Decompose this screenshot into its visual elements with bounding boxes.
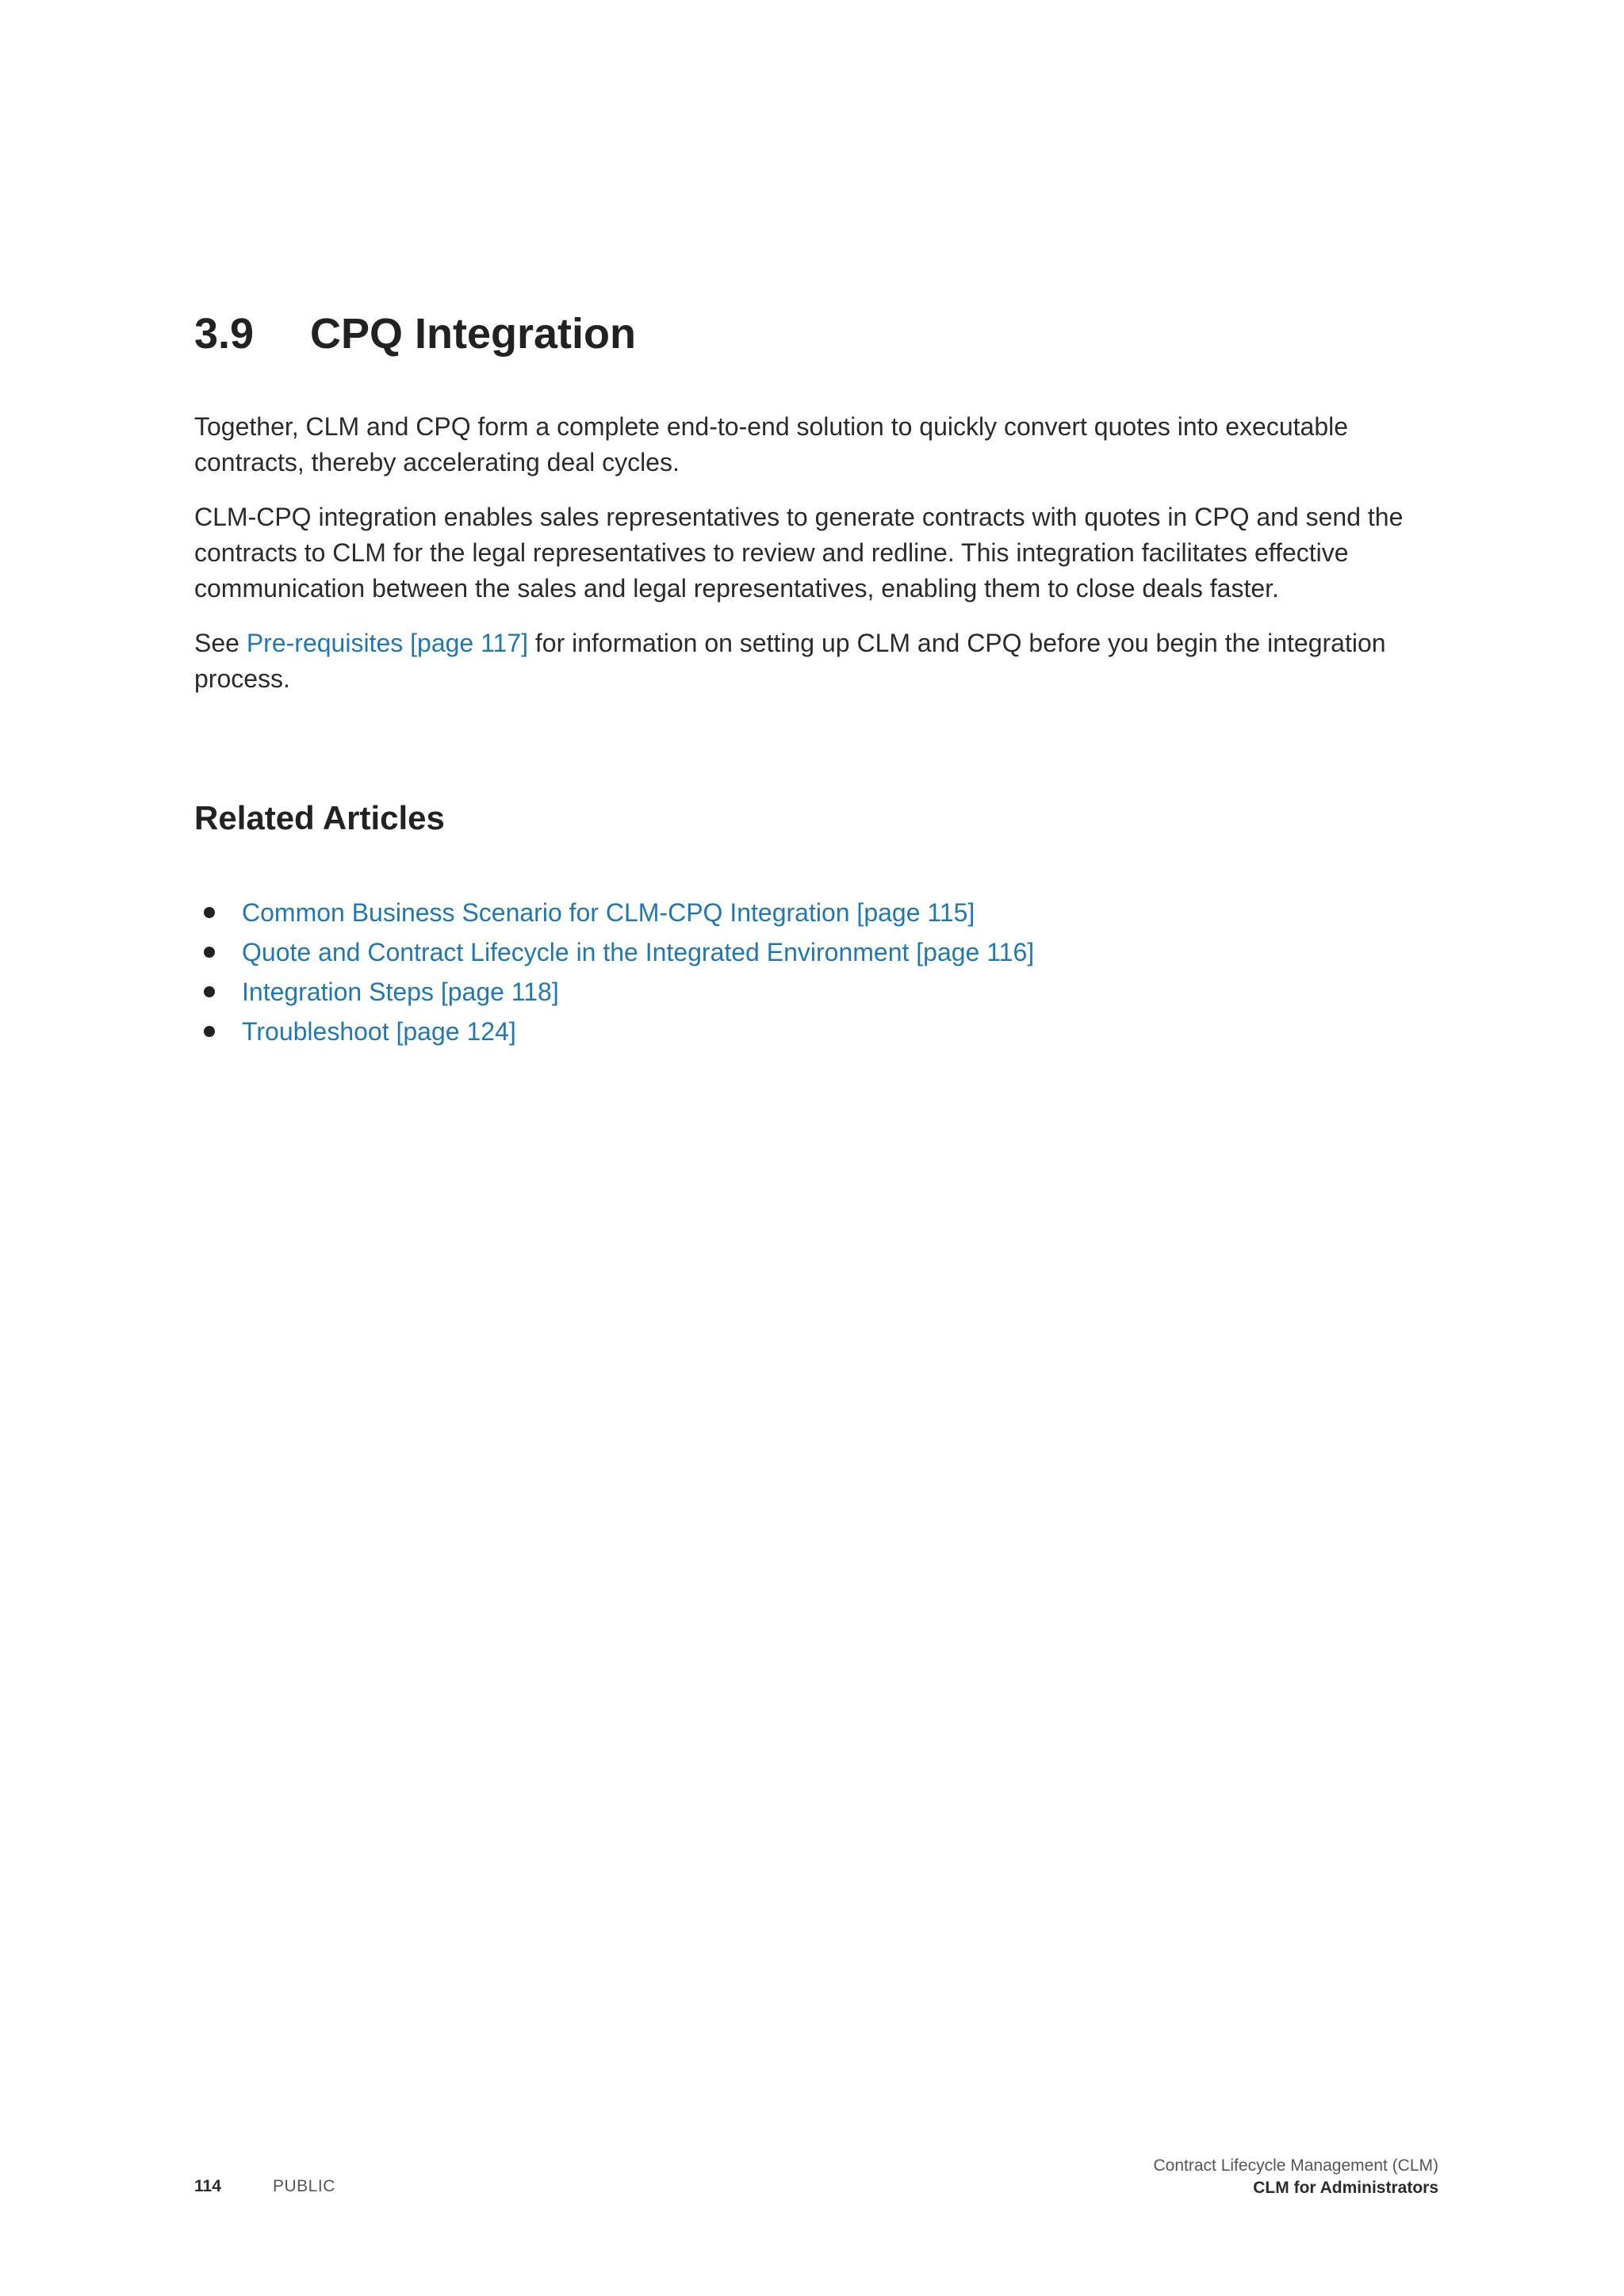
footer-doc-subtitle: CLM for Administrators	[1253, 2179, 1438, 2197]
related-article-link-business-scenario[interactable]: Common Business Scenario for CLM-CPQ Integration [page 115]	[242, 898, 975, 927]
footer-doc-title: Contract Lifecycle Management (CLM)	[1153, 2156, 1438, 2175]
footer-document-info	[1154, 2155, 1438, 2199]
paragraph-integration-description: CLM-CPQ integration enables sales representatives to generate contracts with quotes in CPQ and send the contracts to CLM for the legal representatives to review and redline. This integration facilitates effective communication between the sales and legal representatives, enabling them to close deals faster.	[194, 503, 1404, 603]
paragraph-prerequisites	[194, 626, 1447, 697]
related-article-item	[194, 1012, 1034, 1051]
prerequisites-text-after: for information on setting up CLM and CPQ before you begin the integration process.	[194, 629, 1386, 693]
section-heading	[194, 308, 636, 360]
related-article-item	[194, 932, 1034, 972]
section-number: 3.9	[194, 310, 255, 358]
footer-page-number: 114	[194, 2177, 221, 2195]
related-article-link-troubleshoot[interactable]: Troubleshoot [page 124]	[242, 1017, 516, 1046]
bullet-icon	[204, 1026, 215, 1037]
related-article-link-integration-steps[interactable]: Integration Steps [page 118]	[242, 978, 559, 1006]
related-article-item	[194, 972, 1034, 1012]
bullet-icon	[204, 907, 215, 918]
section-title: CPQ Integration	[310, 310, 637, 358]
related-articles-list	[194, 893, 1034, 1051]
paragraph-intro: Together, CLM and CPQ form a complete end-to-end solution to quickly convert quotes into executable contracts, thereby accelerating deal cycles.	[194, 412, 1349, 476]
section-body	[194, 409, 1447, 716]
related-article-link-quote-contract-lifecycle[interactable]: Quote and Contract Lifecycle in the Integrated Environment [page 116]	[242, 938, 1035, 966]
prerequisites-text-before: See	[194, 629, 247, 657]
footer-classification: PUBLIC	[273, 2177, 335, 2195]
bullet-icon	[204, 986, 215, 997]
bullet-icon	[204, 947, 215, 958]
related-articles-heading: Related Articles	[194, 799, 445, 836]
prerequisites-link[interactable]: Pre-requisites [page 117]	[246, 629, 528, 657]
related-article-item	[194, 893, 1034, 932]
